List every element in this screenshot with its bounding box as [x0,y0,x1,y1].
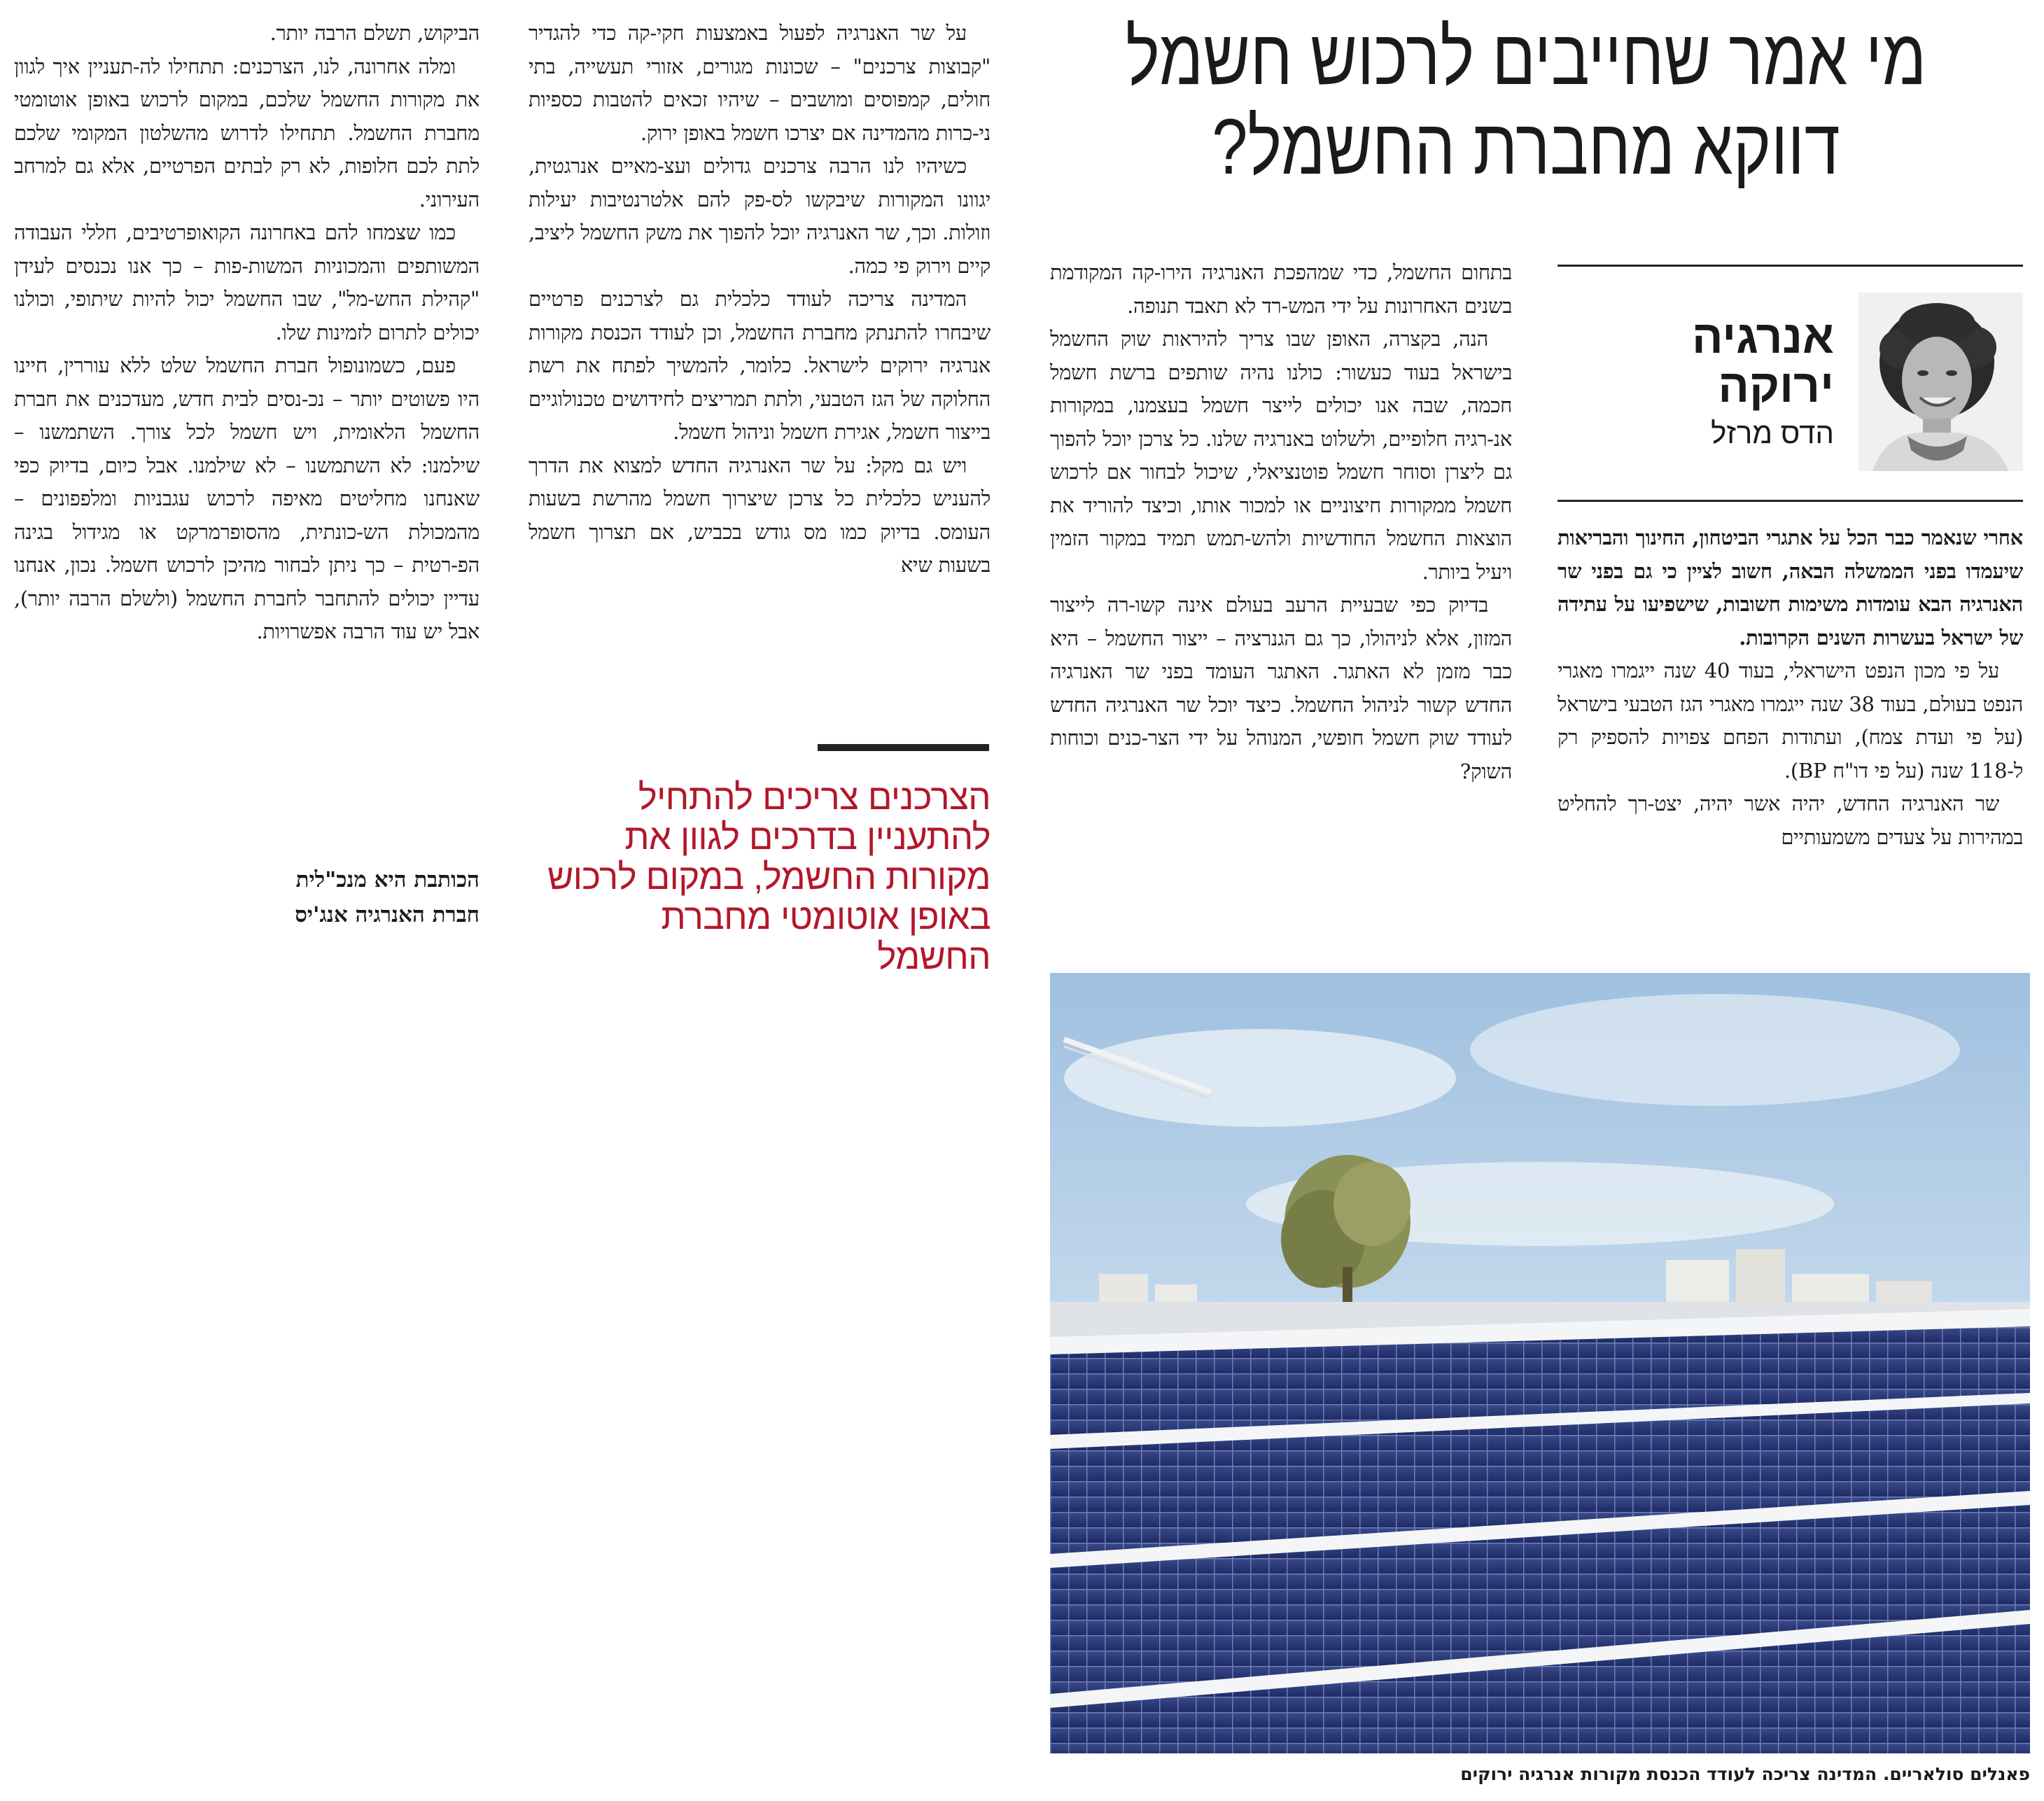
author-signoff [14,862,479,932]
paragraph: כמו שצמחו להם באחרונה הקואופרטיבים, חללי העבודה המשותפים והמכוניות המשות-פות – כך אנו נכנסים לעידן "קהילת החש-מל", שבו החשמל יכול להיות שיתופי, וכולנו יכולים לתרום לזמינות שלו. [14,220,479,344]
signoff-line-2: חברת האנרגיה אנג'יס [295,902,479,927]
headline-block [1036,13,2016,202]
paragraph: בתחום החשמל, כדי שמהפכת האנרגיה הירו-קה המקודמת בשנים האחרונות על ידי המש-רד לא תאבד תנופה. [1050,260,1512,318]
paragraph: הביקוש, תשלם הרבה יותר. [270,21,479,45]
column-title-line-1: אנרגיה [1691,311,1834,363]
column-2 [1050,256,1512,788]
headline-line-2: דווקא מחברת החשמל? [1212,103,1840,190]
lead-paragraph: אחרי שנאמר כבר הכל על אתגרי הביטחון, החינוך והבריאות שיעמדו בפני הממשלה הבאה, חשוב לציין כי גם בפני שר האנרגיה הבא עומדות משימות חשובות, שישפיעו על עתידה של ישראל בעשרות השנים הקרובות. [1558,526,2023,650]
headline-line-1: מי אמר שחייבים לרכוש חשמל [1126,13,1926,101]
column-3 [528,17,990,582]
author-portrait [1858,293,2023,471]
header-bottom-rule [1558,500,2023,502]
paragraph: הנה, בקצרה, האופן שבו צריך להיראות שוק החשמל בישראל בעוד כעשור: כולנו נהיה שותפים ברשת חשמל חכמה, שבה אנו יכולים לייצר חשמל בעצמנו, במקורות אנ-רגיה חלופיים, ולשלוט באנרגיה שלנו. כל צרכן יוכל להפוך גם ליצרן וסוחר חשמל פוטנציאלי, שיכול לבחור אם לרכוש חשמל ממקורות חיצוניים או למכור אותו, וכיצד להוריד את הוצאות החשמל החודשיות ולהש-תמש תמיד במקור הזמין ויעיל ביותר. [1050,327,1512,584]
paragraph: כשיהיו לנו הרבה צרכנים גדולים ועצ-מאיים אנרגטית, יגוונו המקורות שיבקשו לס-פק להם אלטרנטיבות יעילות וזולות. וכך, שר האנרגיה יוכל להפוך את משק החשמל ליציב, קיים וירוק פי כמה. [528,154,990,278]
pullquote: הצרכנים צריכים להתחיל להתעניין בדרכים לגוון את מקורות החשמל, במקום לרכוש באופן אוטומטי מחברת החשמל [547,777,990,976]
signoff-line-1: הכותבת היא מנכ"לית [295,867,479,892]
paragraph: שר האנרגיה החדש, יהיה אשר יהיה, יצט-רך להחליט במהירות על צעדים משמעותיים [1558,792,2023,849]
paragraph: על שר האנרגיה לפעול באמצעות חקי-קה כדי להגדיר "קבוצות צרכנים" – שכונות מגורים, אזורי תעשייה, בתי חולים, קמפוסים ומושבים – שיהיו זכאים להטבות כספיות ני-כרות מהמדינה אם יצרכו חשמל באופן ירוק. [528,21,990,145]
paragraph: ויש גם מקל: על שר האנרגיה החדש למצוא את הדרך להעניש כלכלית כל צרכן שיצרוך חשמל מהרשת בשעות העומס. בדיוק כמו מס גודש בכביש, אם תצרוך חשמל בשעות שיא [528,453,990,577]
paragraph: ומלה אחרונה, לנו, הצרכנים: תתחילו לה-תעניין איך לגוון את מקורות החשמל שלכם, במקום לרכוש באופן אוטומטי מחברת החשמל. תתחילו לדרוש מהשלטון המקומי שלכם לתת לכם חלופות, לא רק לבתים הפרטיים, אלא גם למרחב העירוני. [14,54,479,211]
column-1 [1558,521,2023,854]
paragraph: על פי מכון הנפט הישראלי, בעוד 40 שנה ייגמרו מאגרי הנפט בעולם, בעוד 38 שנה ייגמרו מאגרי הגז הטבעי בישראל (על פי ועדת צמח), ועתודות הפחם צפויות להספיק רק ל-118 שנה (על פי דו"ח BP). [1558,659,2023,783]
photo-caption: פאנלים סולאריים. המדינה צריכה לעודד הכנסת מקורות אנרגיה ירוקים [1460,1764,2030,1784]
author-byline: הדס מרזל [1711,416,1834,449]
column-title-line-2: ירוקה [1718,360,1834,412]
pullquote-rule [818,744,989,751]
column-4 [14,17,479,649]
solar-panels-photo [1050,973,2030,1753]
paragraph: המדינה צריכה לעודד כלכלית גם לצרכנים פרטיים שיבחרו להתנתק מחברת החשמל, וכן לעודד הכנסת מקורות אנרגיה ירוקים לישראל. כלומר, להמשיך לפתח את רשת החלוקה של הגז הטבעי, ולתת תמריצים לחידושים טכנולוגיים בייצור חשמל, אגירת חשמל וניהול חשמל. [528,287,990,444]
column-title [1568,312,1834,451]
header-top-rule [1558,265,2023,267]
paragraph: פעם, כשמונופול חברת החשמל שלט ללא עוררין, חיינו היו פשוטים יותר – נכ-נסים לבית חדש, מעדכנים את חברת החשמל הלאומית, ויש חשמל לכל צורך. השתמשנו – שילמנו: לא השתמשנו – לא שילמנו. אבל כיום, בדיוק כפי שאנחנו מחליטים מאיפה לרכוש עגבניות ומלפפונים – מהמכולת הש-כונתית, מהסופרמרקט או מגידול בגינה הפ-רטית – כך ניתן לבחור מהיכן לרכוש חשמל. נכון, אנחנו עדיין יכולים להתחבר לחברת החשמל (ולשלם הרבה יותר), אבל יש עוד הרבה אפשרויות. [14,353,479,643]
paragraph: בדיוק כפי שבעיית הרעב בעולם אינה קשו-רה לייצור המזון, אלא לניהולו, כך גם הגנרציה – ייצור החשמל – היא כבר מזמן לא האתגר. האתגר העומד בפני שר האנרגיה החדש קשור לניהול החשמל. כיצד יוכל שר האנרגיה החדש לעודד שוק חשמל חופשי, המנוהל על ידי הצר-כנים וכוחות השוק? [1050,593,1512,783]
